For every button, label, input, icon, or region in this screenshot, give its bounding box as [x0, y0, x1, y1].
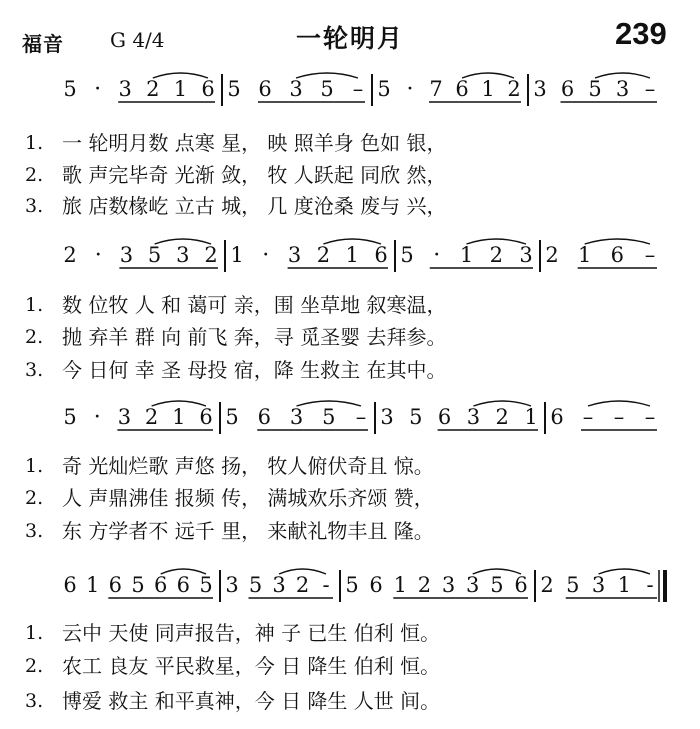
note: 6 — [437, 405, 452, 429]
note: 2 — [146, 77, 160, 101]
note: 3 — [380, 405, 394, 429]
note: 3 — [287, 243, 302, 267]
verse-number: 1. — [25, 294, 44, 316]
note: 5 — [199, 573, 213, 597]
note: 2 — [495, 405, 509, 429]
note: 6 — [63, 573, 77, 597]
note: 6 — [560, 77, 575, 101]
note: 5 — [320, 77, 334, 101]
note: 6 — [258, 77, 272, 101]
verse-number: 1. — [25, 455, 44, 477]
note: – — [644, 405, 656, 429]
note: 6 — [201, 77, 215, 101]
note: · — [433, 243, 441, 268]
measure — [63, 401, 213, 430]
note: – — [613, 405, 625, 429]
verse-text: 人 声鼎沸佳 报频 传， 满城欢乐齐颂 赞， — [62, 486, 434, 510]
note: 1 — [459, 243, 474, 267]
verse-text: 东 方学者不 远千 里， 来献礼物丰且 隆。 — [62, 519, 434, 543]
note: 2 — [540, 573, 554, 597]
note: 3 — [118, 77, 132, 101]
note: 1 — [617, 573, 631, 597]
note: 5 — [409, 405, 423, 429]
note: 5 — [225, 405, 239, 429]
note: 2 — [144, 405, 159, 429]
measure — [230, 239, 388, 268]
verse-number: 3. — [25, 359, 44, 381]
note: 5 — [490, 573, 504, 597]
note: 6 — [108, 573, 122, 597]
verse-number: 3. — [25, 690, 44, 712]
measure — [540, 569, 657, 598]
measure — [533, 73, 657, 102]
note: 3 — [441, 573, 456, 597]
measure — [380, 401, 538, 430]
note: 2 — [507, 77, 521, 101]
note: 3 — [466, 573, 480, 597]
measure — [225, 401, 368, 430]
note: 5 — [147, 243, 162, 267]
measure — [63, 73, 215, 102]
verse-text: 云中 天使 同声报告，神 子 已生 伯利 恒。 — [62, 621, 441, 645]
note: 1 — [481, 77, 495, 101]
verse-text: 奇 光灿烂歌 声悠 扬， 牧人俯伏奇且 惊。 — [62, 454, 434, 478]
verse-text: 一 轮明月数 点寒 星， 映 照羊身 色如 银， — [62, 131, 447, 155]
verse-number: 2. — [25, 326, 44, 348]
note: - — [322, 573, 330, 597]
note: – — [352, 77, 364, 101]
note: 5 — [588, 77, 602, 101]
verse-number: 3. — [25, 520, 44, 542]
measure — [227, 73, 365, 102]
note: 5 — [345, 573, 359, 597]
verse-text: 博爱 救主 和平真神，今 日 降生 人世 间。 — [62, 689, 441, 713]
note: 1 — [345, 243, 359, 267]
note: 3 — [117, 405, 132, 429]
note: 3 — [289, 77, 303, 101]
note: 6 — [199, 405, 213, 429]
note: · — [93, 405, 101, 430]
note: · — [94, 243, 102, 268]
note: 3 — [466, 405, 481, 429]
note: 3 — [272, 573, 286, 597]
note: 2 — [316, 243, 331, 267]
note: 6 — [514, 573, 528, 597]
verse-text: 抛 弃羊 群 向 前飞 奔，寻 觅圣婴 去拜参。 — [62, 325, 447, 349]
verse-text: 数 位牧 人 和 蔼可 亲，围 坐草地 叙寒温， — [62, 293, 447, 317]
verse-text: 今 日何 幸 圣 母投 宿，降 生救主 在其中。 — [62, 358, 447, 382]
note: 3 — [591, 573, 606, 597]
measure — [63, 239, 218, 268]
note: 2 — [204, 243, 218, 267]
note: 6 — [154, 573, 168, 597]
note: 1 — [578, 243, 592, 267]
note: 1 — [524, 405, 538, 429]
note: – — [644, 243, 656, 267]
note: 1 — [393, 573, 407, 597]
note: · — [94, 77, 102, 102]
note: 5 — [131, 573, 145, 597]
note: 1 — [230, 243, 244, 267]
verse-number: 2. — [25, 487, 44, 509]
note: 6 — [257, 405, 271, 429]
note: – — [644, 77, 656, 101]
hymn-title: 一轮明月 — [296, 24, 405, 53]
note: 2 — [295, 573, 310, 597]
note: – — [582, 405, 594, 429]
hymn-number: 239 — [615, 16, 667, 51]
measure — [345, 569, 528, 598]
measure — [63, 569, 213, 598]
note: 6 — [455, 77, 469, 101]
measure — [377, 73, 521, 102]
note: 5 — [63, 77, 77, 101]
note: 7 — [429, 77, 443, 101]
note: 5 — [63, 405, 77, 429]
note: 6 — [550, 405, 564, 429]
key-signature: G 4/4 — [110, 28, 165, 52]
note: · — [262, 243, 270, 268]
note: 5 — [322, 405, 336, 429]
verse-number: 3. — [25, 195, 44, 217]
category-label: 福音 — [22, 32, 64, 56]
note: 3 — [289, 405, 304, 429]
note: 1 — [173, 77, 188, 101]
note: 1 — [172, 405, 186, 429]
note: 5 — [377, 77, 391, 101]
note: 3 — [533, 77, 547, 101]
note: 6 — [176, 573, 190, 597]
note: – — [355, 405, 367, 429]
note: 3 — [176, 243, 190, 267]
note: - — [646, 573, 654, 597]
note: 3 — [519, 243, 533, 267]
note: 2 — [417, 573, 432, 597]
note: 3 — [119, 243, 134, 267]
measure — [400, 239, 533, 268]
verse-number: 1. — [25, 132, 44, 154]
note: · — [406, 77, 414, 102]
note: 3 — [225, 573, 239, 597]
note: 5 — [400, 243, 414, 267]
note: 2 — [489, 243, 503, 267]
note: 6 — [610, 243, 624, 267]
verse-text: 旅 店数椽屹 立古 城， 几 度沧桑 废与 兴， — [62, 194, 447, 218]
note: 5 — [227, 77, 241, 101]
verse-number: 2. — [25, 164, 44, 186]
note: 6 — [374, 243, 388, 267]
note: 1 — [86, 573, 100, 597]
note: 3 — [615, 77, 630, 101]
note: 2 — [545, 243, 559, 267]
note: 5 — [566, 573, 580, 597]
verse-text: 农工 良友 平民救星，今 日 降生 伯利 恒。 — [62, 654, 441, 678]
note: 6 — [369, 573, 383, 597]
measure — [225, 569, 333, 598]
verse-number: 1. — [25, 622, 44, 644]
note: 2 — [63, 243, 77, 267]
note: 5 — [248, 573, 263, 597]
measure — [550, 401, 657, 430]
measure — [545, 239, 657, 268]
verse-text: 歌 声完毕奇 光渐 敛， 牧 人跃起 同欣 然， — [62, 163, 447, 187]
verse-number: 2. — [25, 655, 44, 677]
